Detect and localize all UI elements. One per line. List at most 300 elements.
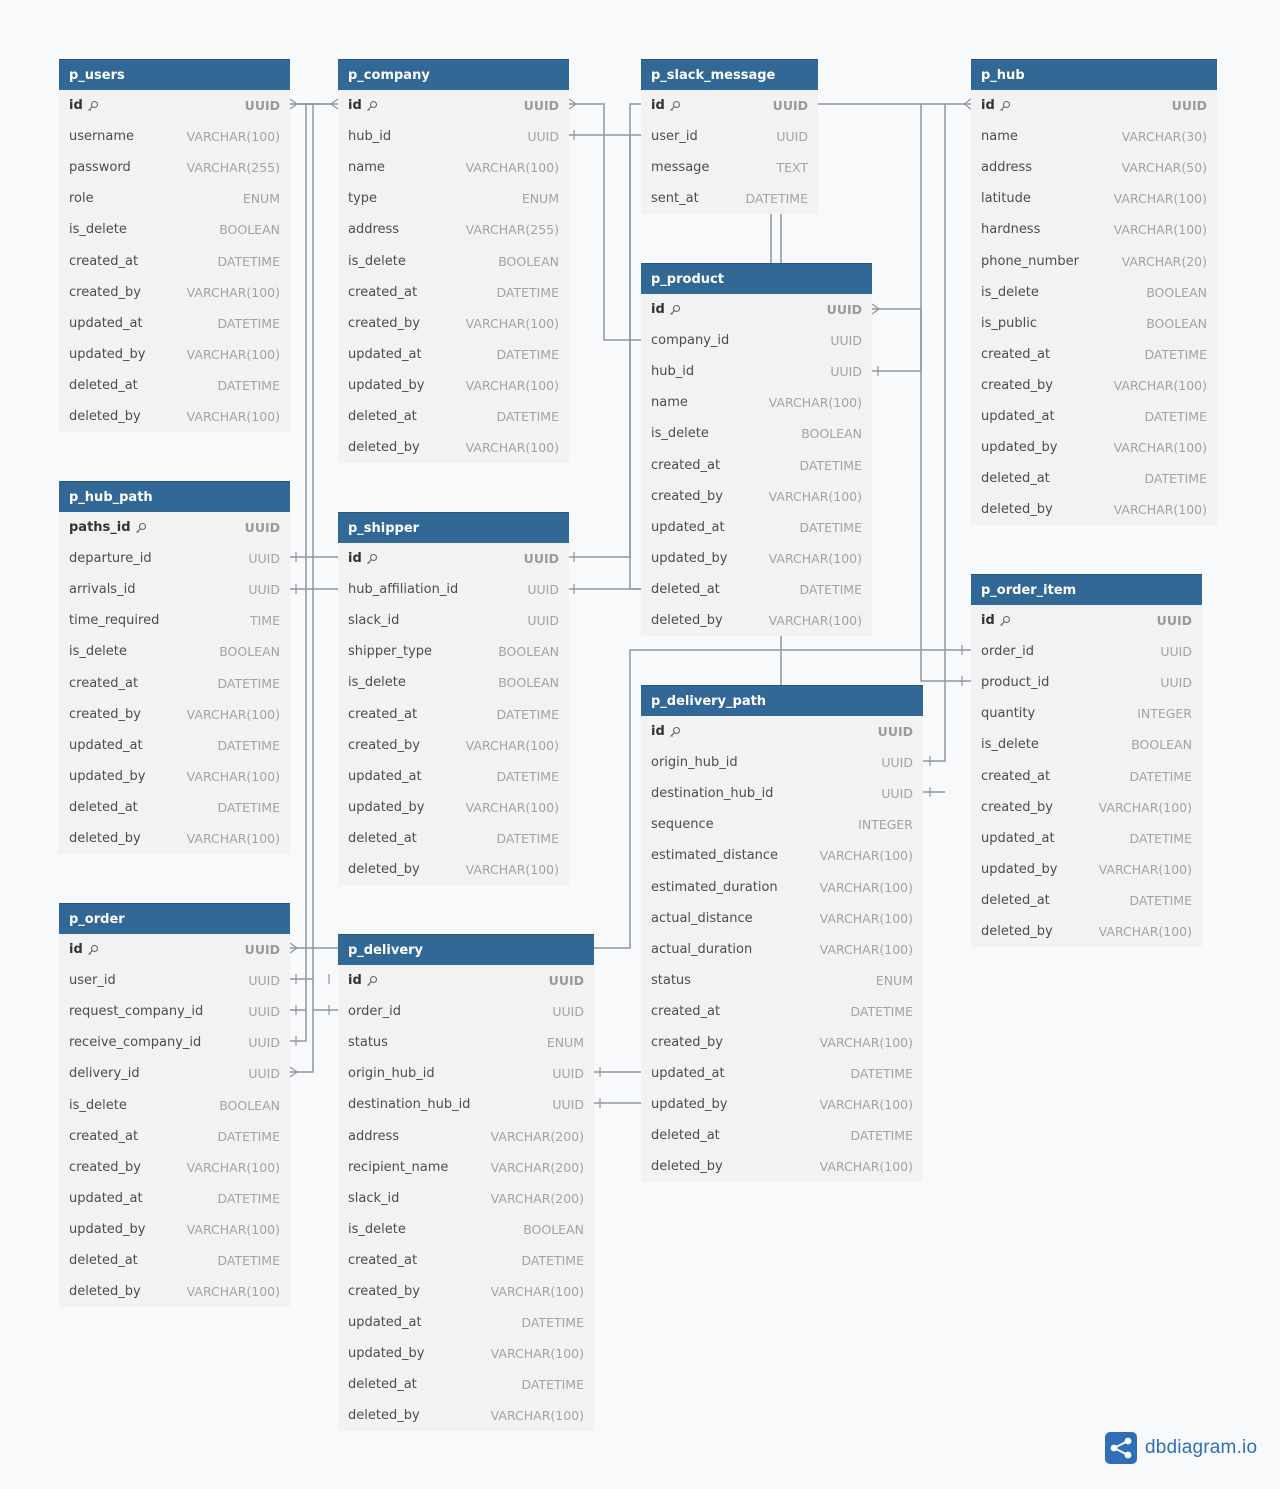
column-row[interactable] xyxy=(971,698,1202,729)
crowfoot-users xyxy=(290,99,297,109)
column-name-text: order_id xyxy=(981,644,1035,660)
column-name-text: id xyxy=(348,973,362,989)
column-name xyxy=(348,254,406,269)
column-name xyxy=(69,1253,138,1268)
column-name-text: created_by xyxy=(981,377,1053,393)
table-p-delivery[interactable] xyxy=(338,934,594,1431)
column-name xyxy=(651,426,709,441)
column-row[interactable] xyxy=(971,370,1217,401)
column-name-text: deleted_at xyxy=(69,1252,138,1268)
column-row[interactable] xyxy=(338,245,569,276)
column-name-text: is_delete xyxy=(69,644,127,660)
column-name xyxy=(348,1377,417,1392)
key-icon xyxy=(669,726,681,738)
column-row[interactable] xyxy=(59,1245,290,1276)
column-row[interactable] xyxy=(338,432,569,463)
table-p-product[interactable] xyxy=(641,263,872,636)
column-row[interactable] xyxy=(338,1245,594,1276)
column-name-text: deleted_by xyxy=(981,502,1053,518)
column-name-text: created_at xyxy=(348,284,418,300)
column-name-text: id xyxy=(348,551,362,567)
column-name xyxy=(69,676,138,691)
column-row[interactable] xyxy=(59,574,290,605)
table-p-order[interactable] xyxy=(59,903,290,1307)
column-row[interactable] xyxy=(641,387,872,418)
column-row[interactable] xyxy=(338,792,569,823)
column-name xyxy=(981,316,1037,331)
column-row[interactable] xyxy=(59,370,290,401)
column-row[interactable] xyxy=(971,90,1217,121)
column-name-text: deleted_by xyxy=(651,612,723,628)
column-name xyxy=(651,582,720,597)
column-row[interactable] xyxy=(338,854,569,885)
column-row[interactable] xyxy=(641,356,872,387)
column-name-text: deleted_at xyxy=(981,892,1050,908)
column-row[interactable] xyxy=(971,729,1202,760)
column-name xyxy=(348,862,420,877)
column-row[interactable] xyxy=(338,1276,594,1307)
column-name-text: updated_by xyxy=(651,1097,728,1113)
column-row[interactable] xyxy=(641,481,872,512)
column-name-text: address xyxy=(348,222,400,238)
column-type: DATETIME xyxy=(217,315,280,331)
column-name-text: deleted_by xyxy=(348,861,420,877)
column-row[interactable] xyxy=(641,418,872,449)
column-name xyxy=(348,738,420,753)
column-row[interactable] xyxy=(338,965,594,996)
column-row[interactable] xyxy=(641,996,923,1027)
column-row[interactable] xyxy=(59,605,290,636)
column-row[interactable] xyxy=(641,183,818,214)
column-row[interactable] xyxy=(59,1058,290,1089)
table-header[interactable]: p_hub xyxy=(971,59,1217,90)
column-row[interactable] xyxy=(59,308,290,339)
column-row[interactable] xyxy=(338,1027,594,1058)
column-row[interactable] xyxy=(59,214,290,245)
key-icon xyxy=(366,100,378,112)
column-type: UUID xyxy=(830,364,862,380)
column-row[interactable] xyxy=(971,277,1217,308)
column-type: ENUM xyxy=(546,1035,584,1051)
column-name xyxy=(69,1066,140,1081)
column-row[interactable] xyxy=(59,401,290,432)
column-row[interactable] xyxy=(59,121,290,152)
column-row[interactable] xyxy=(641,871,923,902)
column-name xyxy=(348,1066,435,1081)
table-p-order-item[interactable] xyxy=(971,574,1202,947)
column-row[interactable] xyxy=(59,152,290,183)
table-header[interactable]: p_slack_message xyxy=(641,59,818,90)
column-row[interactable] xyxy=(641,778,923,809)
column-name xyxy=(69,831,141,846)
column-row[interactable] xyxy=(338,1307,594,1338)
column-name-text: is_delete xyxy=(348,1221,406,1237)
column-row[interactable] xyxy=(338,339,569,370)
column-type: DATETIME xyxy=(496,284,559,300)
column-name xyxy=(348,160,385,175)
column-type: VARCHAR(255) xyxy=(465,222,559,238)
column-name-text: is_delete xyxy=(348,253,406,269)
column-type: DATETIME xyxy=(217,1128,280,1144)
column-row[interactable] xyxy=(338,761,569,792)
column-type: VARCHAR(50) xyxy=(1121,160,1207,176)
column-name xyxy=(981,924,1053,939)
column-row[interactable] xyxy=(338,277,569,308)
column-name-text: slack_id xyxy=(348,613,400,629)
column-row[interactable] xyxy=(971,432,1217,463)
column-row[interactable] xyxy=(641,1151,923,1182)
column-type: DATETIME xyxy=(1144,408,1207,424)
column-row[interactable] xyxy=(59,512,290,543)
column-row[interactable] xyxy=(59,1152,290,1183)
column-row[interactable] xyxy=(59,1276,290,1307)
column-row[interactable] xyxy=(641,1027,923,1058)
column-name-text: deleted_at xyxy=(981,471,1050,487)
table-p-shipper[interactable] xyxy=(338,512,569,885)
column-row[interactable] xyxy=(971,183,1217,214)
column-name xyxy=(348,769,422,784)
column-type: VARCHAR(100) xyxy=(1113,191,1207,207)
column-name-text: user_id xyxy=(69,973,116,989)
column-row[interactable] xyxy=(59,543,290,574)
column-row[interactable] xyxy=(59,1183,290,1214)
column-row[interactable] xyxy=(971,494,1217,525)
column-type: DATETIME xyxy=(799,519,862,535)
column-row[interactable] xyxy=(971,605,1202,636)
column-name-text: updated_at xyxy=(651,1066,725,1082)
column-row[interactable] xyxy=(59,761,290,792)
column-name xyxy=(69,613,159,628)
column-row[interactable] xyxy=(971,463,1217,494)
column-row[interactable] xyxy=(338,183,569,214)
column-name xyxy=(651,973,691,988)
column-name xyxy=(69,769,146,784)
column-row[interactable] xyxy=(971,823,1202,854)
column-name xyxy=(348,1408,420,1423)
column-row[interactable] xyxy=(971,152,1217,183)
column-type: VARCHAR(100) xyxy=(186,706,280,722)
column-type: VARCHAR(100) xyxy=(819,879,913,895)
column-row[interactable] xyxy=(338,1183,594,1214)
column-row[interactable] xyxy=(338,121,569,152)
column-type: VARCHAR(100) xyxy=(1113,377,1207,393)
column-type: VARCHAR(100) xyxy=(768,395,862,411)
column-row[interactable] xyxy=(641,965,923,996)
table-p-company[interactable] xyxy=(338,59,569,463)
column-type: DATETIME xyxy=(217,737,280,753)
column-type: BOOLEAN xyxy=(498,253,559,269)
column-row[interactable] xyxy=(641,1120,923,1151)
table-p-hub[interactable] xyxy=(971,59,1217,525)
column-row[interactable] xyxy=(641,747,923,778)
column-name-text: created_by xyxy=(651,488,723,504)
column-row[interactable] xyxy=(971,854,1202,885)
table-header[interactable]: p_hub_path xyxy=(59,481,290,512)
column-row[interactable] xyxy=(971,245,1217,276)
column-type: DATETIME xyxy=(1144,346,1207,362)
column-type: VARCHAR(100) xyxy=(1113,440,1207,456)
column-name-text: deleted_by xyxy=(348,1408,420,1424)
column-row[interactable] xyxy=(641,605,872,636)
column-row[interactable] xyxy=(59,183,290,214)
column-row[interactable] xyxy=(971,885,1202,916)
column-type: UUID xyxy=(881,755,913,771)
table-p-delivery-path[interactable] xyxy=(641,685,923,1182)
column-row[interactable] xyxy=(641,512,872,543)
column-row[interactable] xyxy=(338,401,569,432)
column-type: DATETIME xyxy=(799,457,862,473)
table-header[interactable]: p_product xyxy=(641,263,872,294)
column-row[interactable] xyxy=(641,294,872,325)
column-row[interactable] xyxy=(59,667,290,698)
column-name xyxy=(651,302,681,317)
column-name-text: created_at xyxy=(69,253,139,269)
column-type: BOOLEAN xyxy=(1131,737,1192,753)
table-header[interactable]: p_delivery xyxy=(338,934,594,965)
crowfoot-product xyxy=(872,304,879,314)
column-type: DATETIME xyxy=(521,1315,584,1331)
column-row[interactable] xyxy=(59,339,290,370)
column-name xyxy=(348,409,417,424)
column-name-text: name xyxy=(981,129,1018,145)
column-row[interactable] xyxy=(59,636,290,667)
column-name xyxy=(69,707,141,722)
column-row[interactable] xyxy=(338,1120,594,1151)
column-type: VARCHAR(100) xyxy=(465,799,559,815)
column-row[interactable] xyxy=(971,667,1202,698)
column-name-text: role xyxy=(69,191,94,207)
column-name-text: name xyxy=(348,160,385,176)
column-name-text: is_public xyxy=(981,315,1037,331)
column-type: VARCHAR(100) xyxy=(186,346,280,362)
column-row[interactable] xyxy=(641,449,872,480)
column-name xyxy=(348,707,417,722)
column-row[interactable] xyxy=(59,1121,290,1152)
column-name-text: delivery_id xyxy=(69,1066,140,1082)
key-icon xyxy=(87,100,99,112)
column-type: VARCHAR(100) xyxy=(768,488,862,504)
column-name xyxy=(69,1004,203,1019)
column-row[interactable] xyxy=(59,699,290,730)
column-type: UUID xyxy=(248,973,280,989)
column-type: TIME xyxy=(249,613,280,629)
column-name-text: deleted_at xyxy=(348,830,417,846)
column-name xyxy=(69,160,131,175)
column-name xyxy=(981,613,1011,628)
column-row[interactable] xyxy=(338,1058,594,1089)
column-row[interactable] xyxy=(338,1089,594,1120)
column-name-text: deleted_by xyxy=(651,1159,723,1175)
column-row[interactable] xyxy=(338,152,569,183)
column-row[interactable] xyxy=(641,1058,923,1089)
column-row[interactable] xyxy=(338,636,569,667)
column-name xyxy=(69,582,135,597)
column-row[interactable] xyxy=(338,214,569,245)
column-name xyxy=(651,1004,720,1019)
column-row[interactable] xyxy=(338,1369,594,1400)
column-name xyxy=(651,98,681,113)
column-name-text: updated_at xyxy=(651,519,725,535)
column-name-text: created_by xyxy=(348,1283,420,1299)
column-name-text: destination_hub_id xyxy=(348,1097,471,1113)
column-name xyxy=(651,786,773,801)
column-row[interactable] xyxy=(641,574,872,605)
column-name-text: updated_at xyxy=(981,408,1055,424)
column-name-text: updated_by xyxy=(981,440,1058,456)
column-name xyxy=(981,893,1050,908)
column-name-text: order_id xyxy=(348,1004,402,1020)
table-header[interactable]: p_shipper xyxy=(338,512,569,543)
column-row[interactable] xyxy=(971,121,1217,152)
column-row[interactable] xyxy=(338,605,569,636)
column-name-text: is_delete xyxy=(981,284,1039,300)
column-row[interactable] xyxy=(59,792,290,823)
column-type: UUID xyxy=(248,582,280,598)
column-row[interactable] xyxy=(971,339,1217,370)
column-row[interactable] xyxy=(971,792,1202,823)
column-row[interactable] xyxy=(641,840,923,871)
column-row[interactable] xyxy=(338,1400,594,1431)
column-name-text: created_at xyxy=(981,768,1051,784)
column-type: VARCHAR(20) xyxy=(1121,253,1207,269)
column-row[interactable] xyxy=(971,308,1217,339)
table-header[interactable]: p_order xyxy=(59,903,290,934)
column-name-text: id xyxy=(981,98,995,114)
column-type: UUID xyxy=(527,129,559,145)
column-type: VARCHAR(100) xyxy=(186,1284,280,1300)
column-row[interactable] xyxy=(59,90,290,121)
column-row[interactable] xyxy=(338,1214,594,1245)
column-name xyxy=(651,613,723,628)
column-row[interactable] xyxy=(641,934,923,965)
column-name xyxy=(348,1253,417,1268)
crowfoot-hub xyxy=(964,99,971,109)
key-icon xyxy=(669,100,681,112)
column-row[interactable] xyxy=(641,543,872,574)
column-type: VARCHAR(100) xyxy=(1113,222,1207,238)
column-row[interactable] xyxy=(59,730,290,761)
column-name xyxy=(651,160,709,175)
column-name xyxy=(651,1097,728,1112)
column-row[interactable] xyxy=(338,543,569,574)
column-name-text: created_by xyxy=(69,1159,141,1175)
column-row[interactable] xyxy=(338,823,569,854)
column-row[interactable] xyxy=(59,1027,290,1058)
column-type: DATETIME xyxy=(850,1066,913,1082)
column-type: VARCHAR(30) xyxy=(1121,129,1207,145)
column-name-text: user_id xyxy=(651,129,698,145)
column-row[interactable] xyxy=(338,996,594,1027)
column-name xyxy=(651,911,753,926)
column-row[interactable] xyxy=(59,277,290,308)
table-header[interactable]: p_order_item xyxy=(971,574,1202,605)
column-row[interactable] xyxy=(641,121,818,152)
column-row[interactable] xyxy=(971,916,1202,947)
column-type: BOOLEAN xyxy=(498,675,559,691)
column-row[interactable] xyxy=(338,90,569,121)
column-type: DATETIME xyxy=(217,377,280,393)
column-row[interactable] xyxy=(641,90,818,121)
column-row[interactable] xyxy=(641,716,923,747)
column-name-text: updated_by xyxy=(981,861,1058,877)
column-row[interactable] xyxy=(59,1089,290,1120)
column-row[interactable] xyxy=(338,370,569,401)
column-name xyxy=(348,1222,406,1237)
table-header[interactable]: p_delivery_path xyxy=(641,685,923,716)
column-name-text: status xyxy=(348,1035,388,1051)
table-p-users[interactable] xyxy=(59,59,290,432)
column-type: VARCHAR(100) xyxy=(186,768,280,784)
column-type: UUID xyxy=(877,724,913,740)
column-row[interactable] xyxy=(338,308,569,339)
column-row[interactable] xyxy=(59,965,290,996)
column-type: UUID xyxy=(527,582,559,598)
column-name xyxy=(651,1159,723,1174)
table-header[interactable]: p_company xyxy=(338,59,569,90)
table-header[interactable]: p_users xyxy=(59,59,290,90)
column-type: DATETIME xyxy=(521,1252,584,1268)
column-type: DATETIME xyxy=(217,1190,280,1206)
column-row[interactable] xyxy=(59,823,290,854)
column-name xyxy=(69,254,138,269)
column-name xyxy=(69,942,99,957)
column-row[interactable] xyxy=(338,698,569,729)
column-type: BOOLEAN xyxy=(219,644,280,660)
column-row[interactable] xyxy=(338,1152,594,1183)
column-row[interactable] xyxy=(641,809,923,840)
column-name xyxy=(651,724,681,739)
column-row[interactable] xyxy=(971,401,1217,432)
column-name xyxy=(981,409,1055,424)
column-name-text: updated_by xyxy=(69,1221,146,1237)
column-row[interactable] xyxy=(971,760,1202,791)
column-row[interactable] xyxy=(641,152,818,183)
column-type: TEXT xyxy=(776,160,808,176)
column-row[interactable] xyxy=(338,730,569,761)
column-type: DATETIME xyxy=(1129,768,1192,784)
column-name-text: deleted_at xyxy=(651,1128,720,1144)
column-row[interactable] xyxy=(59,934,290,965)
column-type: VARCHAR(100) xyxy=(490,1408,584,1424)
column-row[interactable] xyxy=(338,1338,594,1369)
column-row[interactable] xyxy=(338,574,569,605)
column-name-text: sequence xyxy=(651,817,714,833)
column-name xyxy=(348,440,420,455)
table-p-slack-message[interactable] xyxy=(641,59,818,214)
column-name-text: is_delete xyxy=(981,737,1039,753)
column-row[interactable] xyxy=(641,1089,923,1120)
column-row[interactable] xyxy=(59,245,290,276)
column-name-text: estimated_duration xyxy=(651,879,778,895)
column-row[interactable] xyxy=(971,636,1202,667)
column-row[interactable] xyxy=(641,903,923,934)
rel-product-orderitem xyxy=(872,309,971,681)
column-type: VARCHAR(200) xyxy=(490,1190,584,1206)
column-row[interactable] xyxy=(641,325,872,356)
column-row[interactable] xyxy=(59,1214,290,1245)
column-type: VARCHAR(100) xyxy=(1098,861,1192,877)
column-name-text: deleted_at xyxy=(651,581,720,597)
column-name-text: time_required xyxy=(69,613,160,629)
column-row[interactable] xyxy=(59,996,290,1027)
table-p-hub-path[interactable] xyxy=(59,481,290,854)
column-name-text: is_delete xyxy=(348,675,406,691)
brand[interactable] xyxy=(1105,1432,1257,1464)
column-row[interactable] xyxy=(338,667,569,698)
column-type: VARCHAR(255) xyxy=(186,160,280,176)
column-name xyxy=(69,1284,141,1299)
column-row[interactable] xyxy=(971,214,1217,245)
